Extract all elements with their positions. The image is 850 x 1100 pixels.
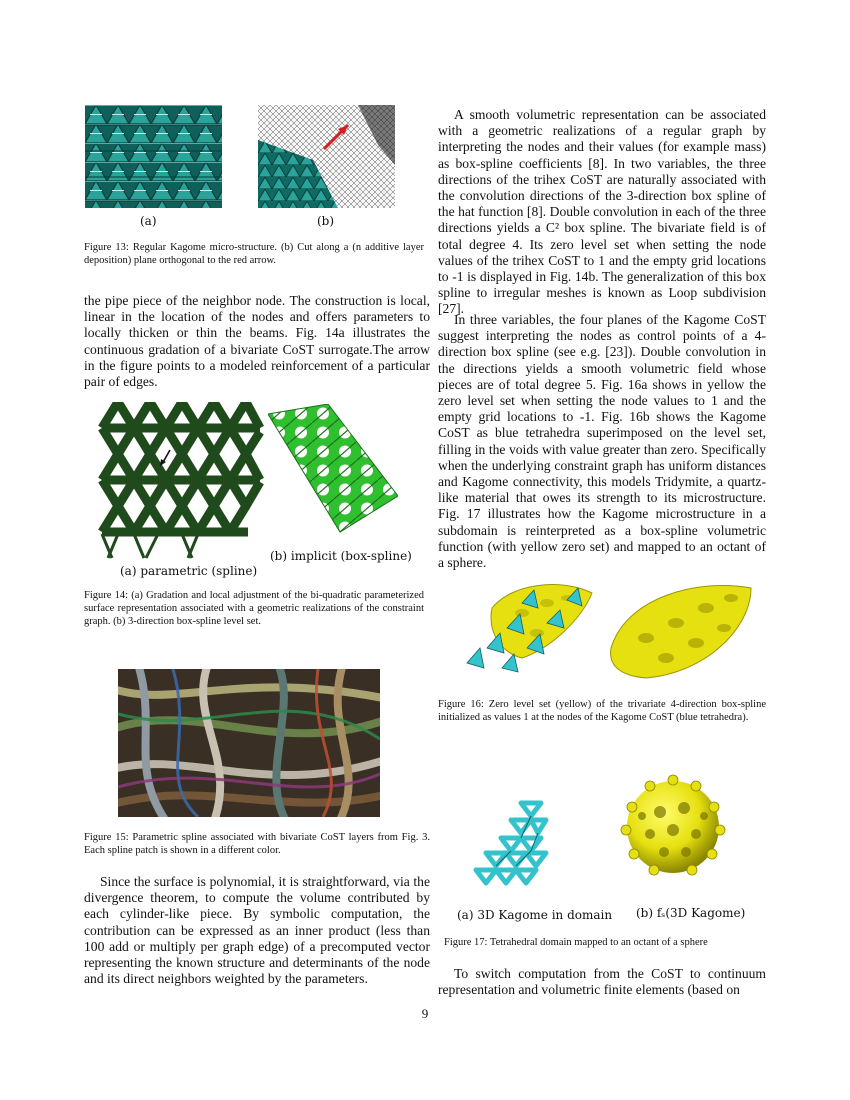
figure-17a-image [466,798,556,888]
figure-15-caption: Figure 15: Parametric spline associated with bivariate CoST layers from Fig. 3. Each spline patch is shown in a different color. [84,832,430,856]
page-number: 9 [421,1006,429,1021]
right-paragraph-2: In three variables, the four planes of the Kagome CoST suggest interpreting the nodes as control points of a 4-direction box spline (see e.g. [23]). Double convolution in the directions yields a smooth volumetric field whose pieces are of total degree 5. Fig. 16a shows in yellow the zero level set when setting the node values to 1 and the empty grid locations to -1. Fig. 16b shows the Kagome CoST as blue tetrahedra superimposed on the level set, filling in the voids with value greater than zero. Specifically when the underlying constraint graph has uniform distances and Kagome connectivity, this models Tridymite, a quartz-like material that owes its strength to its microstructure. Fig. 17 illustrates how the Kagome microstructure in a subdomain is reinterpreted as a box-spline volumetric function (with yellow zero set) and mapped to an octant of a sphere. [438,312,766,571]
figure-14a-label: (a) parametric (spline) [120,564,258,578]
left-paragraph-1: the pipe piece of the neighbor node. The construction is local, linear in the location of the nodes and offers parameters to locally thicken or thin the beams. Fig. 14a illustrates the continuous gradation of a bivariate CoST surrogate.The arrow in the figure points to a modeled reinforcement of a particular pair of edges. [84,293,430,390]
figure-14a-image [98,402,264,560]
right-paragraph-3: To switch computation from the CoST to continuum representation and volumetric finite elements (based on [438,966,766,998]
figure-13a-image [85,105,222,208]
figure-13a-label: (a) [140,214,157,228]
left-paragraph-2: Since the surface is polynomial, it is straightforward, via the divergence theorem, to compute the volume contributed by each cylinder-like piece. By symbolic computation, the contribution can be expressed as an inner product (less than 100 add or multiply per graph edge) of a precomputed vector representing the known structure and determinants of the node and its direct neighbors weighted by the parameters. [84,874,430,987]
figure-17b-image [620,772,726,878]
figure-16b-image [606,578,756,682]
figure-14b-label: (b) implicit (box-spline) [270,549,412,563]
figure-13-caption: Figure 13: Regular Kagome micro-structure. (b) Cut along a (n additive layer deposition) plane orthogonal to the red arrow. [84,242,424,266]
figure-15-image [118,669,380,817]
figure-13b-image [258,105,395,208]
figure-17a-label: (a) 3D Kagome in domain [457,908,613,922]
figure-17b-label: (b) fₛ(3D Kagome) [636,906,746,920]
figure-16a-image [462,578,596,674]
figure-14-caption: Figure 14: (a) Gradation and local adjustment of the bi-quadratic parameterized surface representation associated with a geometric realizations of the constraint graph. (b) 3-direction box-spline level set. [84,590,424,627]
figure-16-caption: Figure 16: Zero level set (yellow) of the trivariate 4-direction box-spline initialized as values 1 at the nodes of the Kagome CoST (blue tetrahedra). [438,699,766,723]
figure-17-caption: Figure 17: Tetrahedral domain mapped to an octant of a sphere [444,937,708,948]
figure-13b-label: (b) [317,214,335,228]
right-paragraph-1: A smooth volumetric representation can be associated with a geometric realizations of a regular graph by interpreting the nodes and their values (for example mass) as box-spline coefficients [8]. In two variables, the three directions of the trihex CoST are naturally associated with the convolution directions of the 3-direction box spline of the hat function [8]. Double convolution in each of the three directions yields a C² box spline. The bivariate field is of total degree 4. Its zero level set when setting the node values of the trihex CoST to 1 and the empty grid locations to -1 is displayed in Fig. 14b. The generalization of this box spline to irregular meshes is known as Loop subdivision [27]. [438,107,766,317]
figure-14b-image [268,404,398,534]
